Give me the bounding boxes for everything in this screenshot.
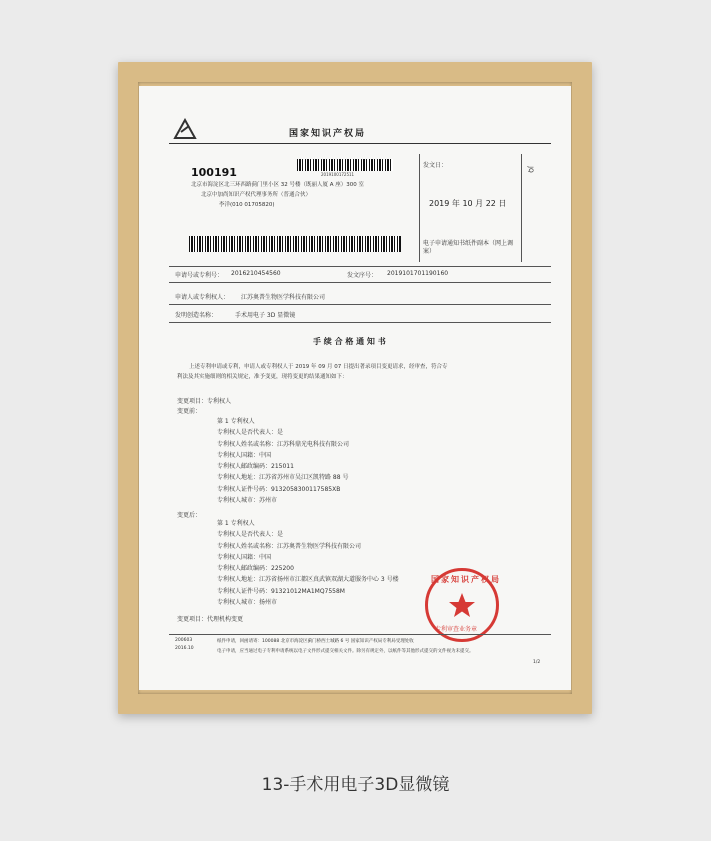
footer-rule [169,634,551,635]
patentee-label: 申请人或专利权人： [175,294,230,301]
patentee: 江苏奥普生物医学科技有限公司 [241,294,326,301]
app-no: 2016210454560 [231,270,281,277]
footer-line-1: 纸件申请，回函请寄：100088 北京市海淀区蓟门桥西土城路 6 号 国家知识产权局专利局受理处收 [217,639,414,644]
after-line: 专利权人姓名或名称：江苏奥普生物医学科技有限公司 [217,542,362,550]
app-no-label: 申请号或专利号： [175,272,224,279]
before-line: 专利权人城市：苏州市 [217,497,278,505]
address-line-3: 李洋(010 01705820) [219,202,275,208]
invention-name: 手术用电子 3D 显微镜 [235,312,296,319]
before-label: 变更前： [177,408,202,415]
before-line: 专利权人国籍：中国 [217,451,272,459]
side-note: 电子申请通知书纸件副本（网上调案） [423,240,514,255]
postcode: 100191 [191,166,237,179]
date-value: 2019 年 10 月 22 日 [429,199,507,208]
image-caption: 13-手术用电子3D显微镜 [261,775,450,795]
date-label: 发文日： [423,162,448,169]
office-name: 国家知识产权局 [289,129,367,139]
before-line: 专利权人地址：江苏省苏州市吴江区凯特路 88 号 [217,474,349,482]
rule-4 [169,322,551,323]
footer-code: 200603 [175,638,193,643]
barcode-caption: 2019100172511 [321,172,355,177]
invention-label: 发明创造名称： [175,312,218,319]
certificate-document [139,86,571,690]
body-text-1: 上述专利申请或专利，申请人或专利权人于 2019 年 09 月 07 日提出著录项目变更请求，经审查，符合专 [189,364,448,370]
footer-date: 2016.10 [175,646,194,651]
notice-title: 手 续 合 格 通 知 书 [313,337,386,346]
address-barcode [297,159,393,171]
rule-2 [169,282,551,283]
seal-text-top: 国家知识产权局 [431,575,501,584]
cnipa-logo-icon [173,118,197,140]
serial-label: 发文序号： [347,272,378,279]
serial: 2019101701190160 [387,270,449,277]
change-item-2: 变更项目：代理机构变更 [177,616,244,623]
change-item: 变更项目：专利权人 [177,398,232,405]
after-line: 专利权人邮政编码：225200 [217,565,294,573]
after-line: 第 1 专利权人 [217,520,255,527]
footer-line-2: 电子申请，应当通过电子专利申请系统以电子文件形式提交相关文件。除另有规定外，以纸件等其他形式提交的文件视为未提交。 [217,649,474,654]
before-line: 专利权人姓名或名称：江苏科鼎光电科技有限公司 [217,440,350,448]
header-rule [169,143,551,144]
page-number: 1/2 [533,660,541,665]
after-line: 专利权人是否代表人：是 [217,531,284,539]
rule-3 [169,304,551,305]
date-box-rule [419,154,420,262]
before-line: 专利权人是否代表人：是 [217,429,284,437]
rule-1 [169,266,551,267]
body-text-2: 利法及其实施细则的相关规定，准予变更，现将变更的结果通知如下： [177,374,348,380]
address-line-2: 北京中加尚知识产权代理事务所（普通合伙） [201,192,312,198]
after-line: 专利权人地址：江苏省扬州市江都区真武镇双湖大道服务中心 3 号楼 [217,576,399,584]
address-line-1: 北京市海淀区北三环西路蓟门里小区 32 号楼（既丽人厦 A 座）300 室 [191,182,365,188]
side-code: JQ [526,166,534,173]
side-rule [521,154,522,262]
before-line: 专利权人邮政编码：215011 [217,463,294,471]
after-list [217,518,399,608]
before-line: 第 1 专利权人 [217,418,255,425]
after-line: 专利权人城市：扬州市 [217,599,278,607]
before-list [217,416,349,506]
seal-text-bottom: 专利审查业务章 [435,626,478,633]
bottom-barcode [189,236,401,252]
after-line: 专利权人国籍：中国 [217,553,272,561]
after-line: 专利权人证件号码：91321012MA1MQ7558M [217,587,345,595]
before-line: 专利权人证件号码：9132058300117585XB [217,485,341,493]
after-label: 变更后： [177,512,202,519]
